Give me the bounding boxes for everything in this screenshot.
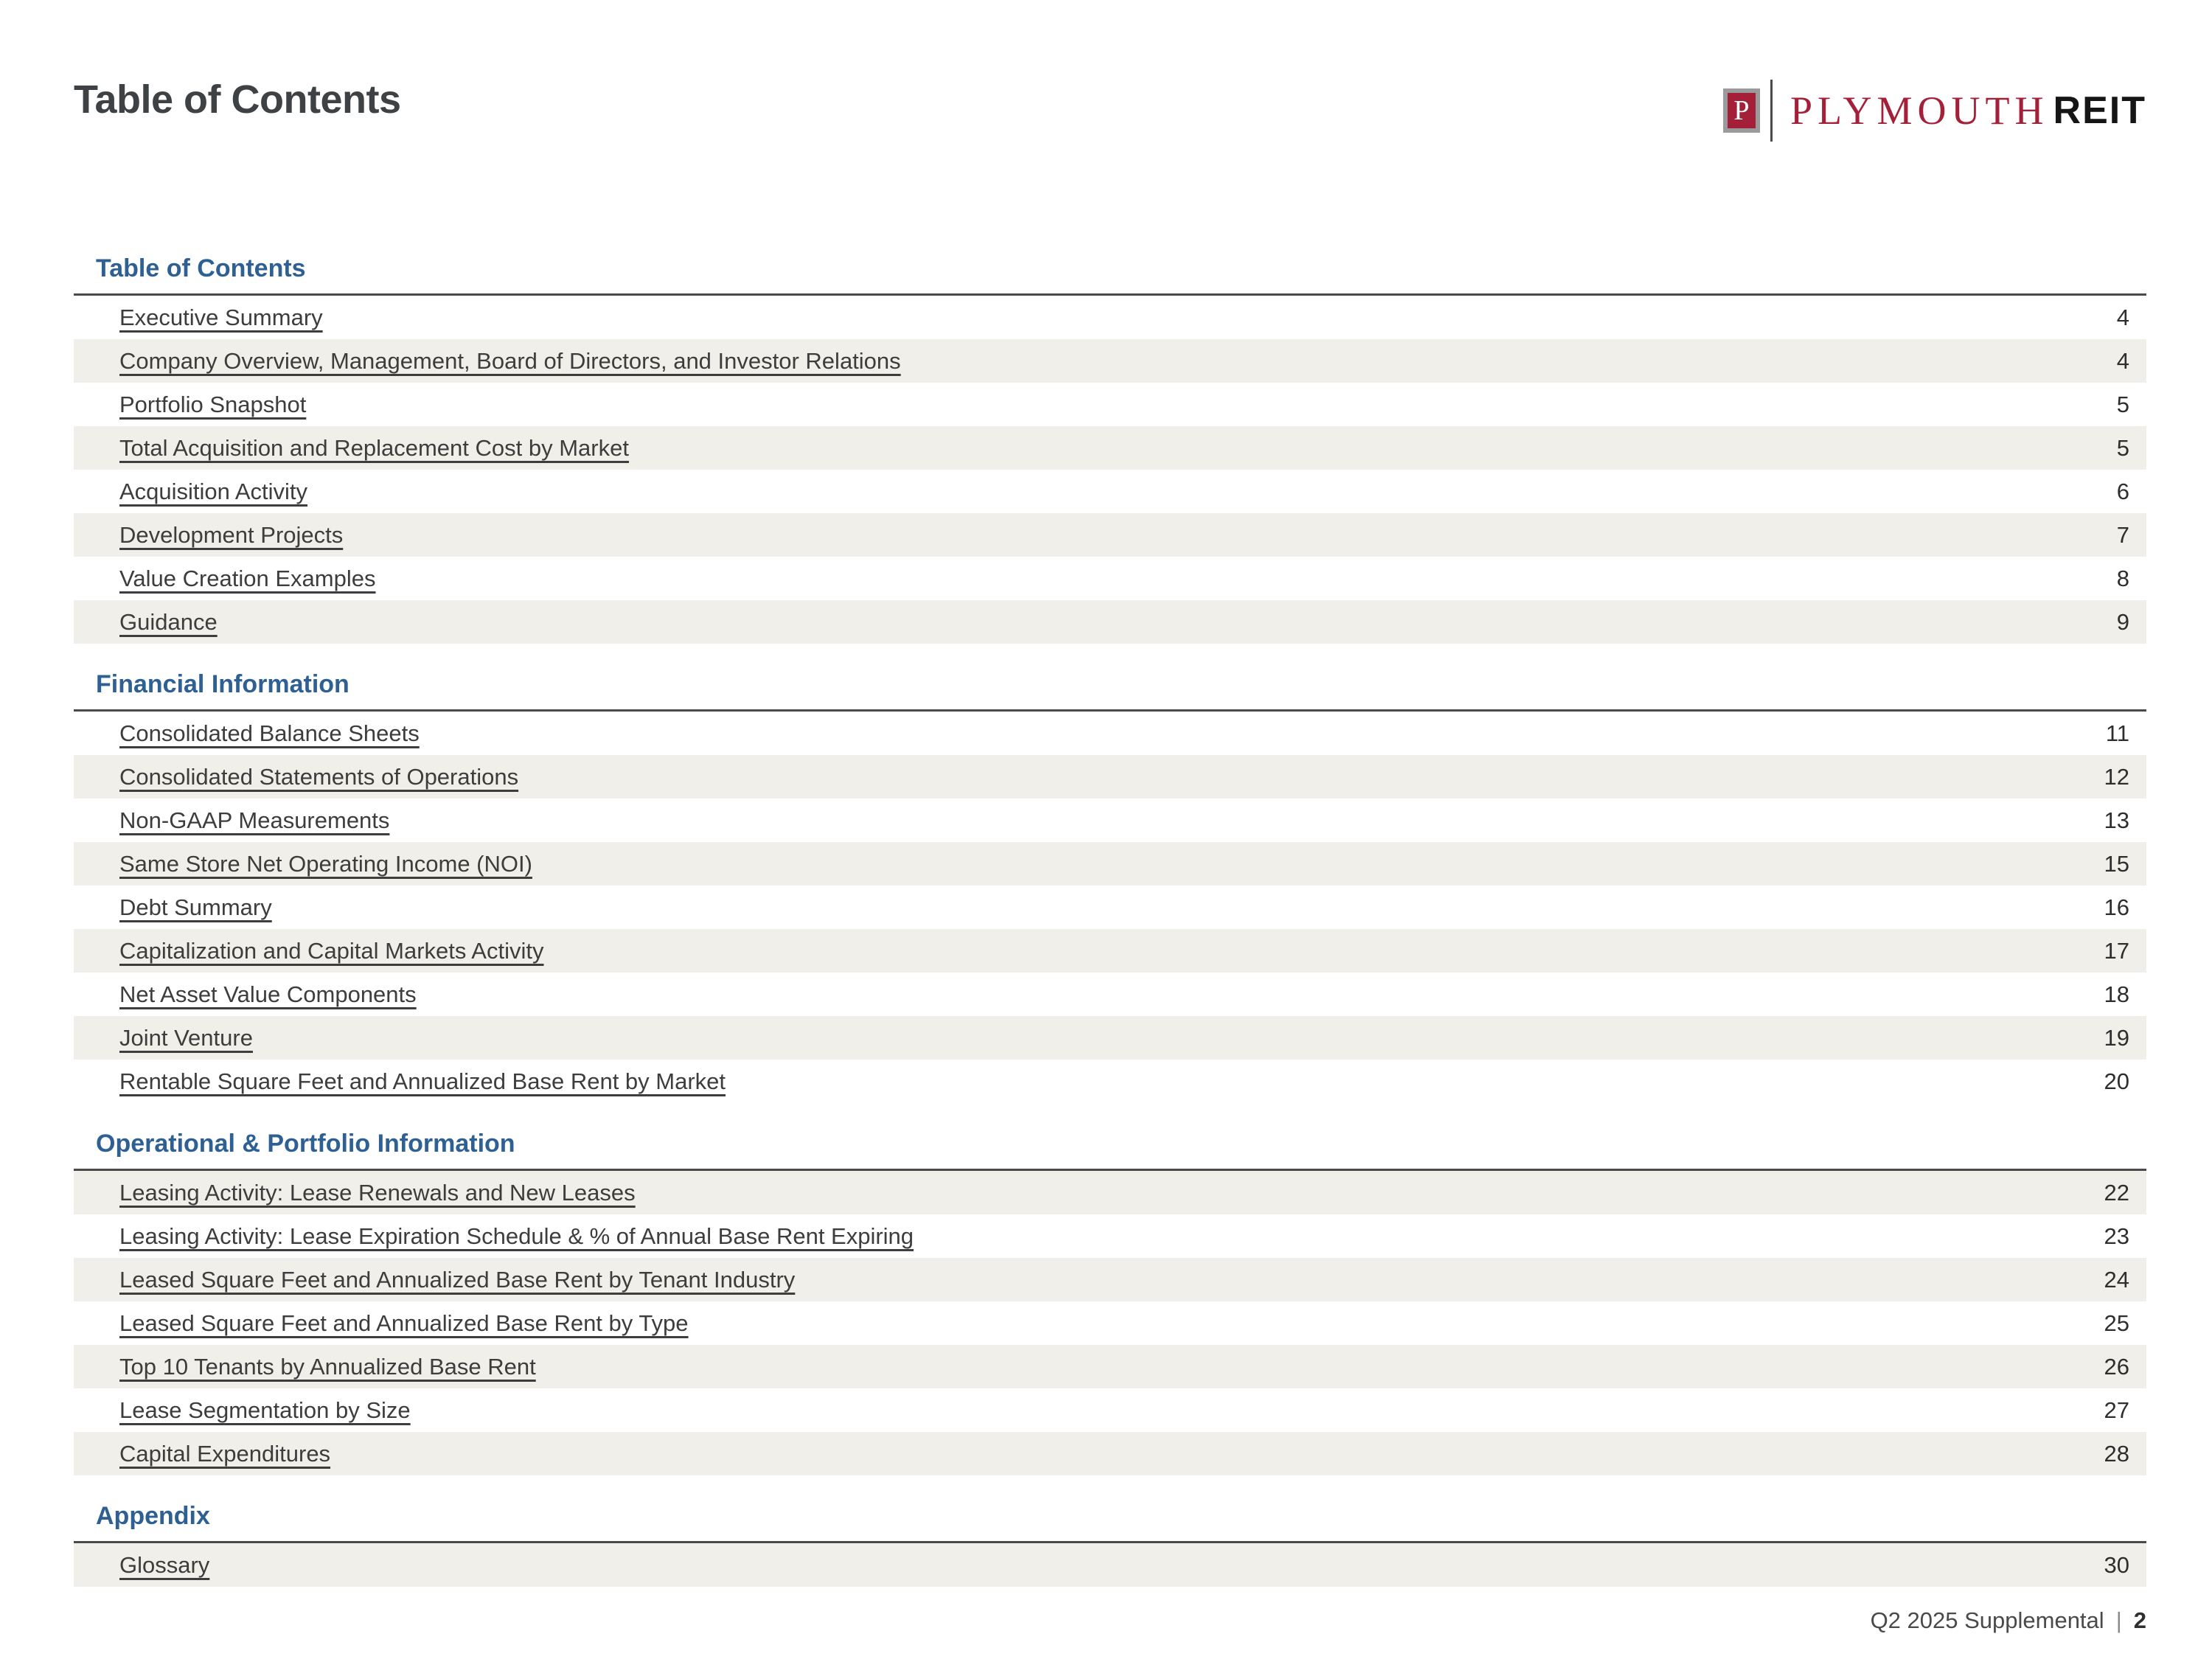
toc-page-number: 22	[2104, 1179, 2129, 1206]
toc-link[interactable]: Capital Expenditures	[119, 1440, 331, 1467]
toc-page-number: 9	[2116, 608, 2129, 635]
toc-page-number: 4	[2116, 304, 2129, 330]
toc-row	[74, 600, 2146, 644]
footer-page-number: 2	[2133, 1607, 2146, 1633]
toc-link[interactable]: Net Asset Value Components	[119, 981, 417, 1007]
toc-row	[74, 842, 2146, 886]
toc-row	[74, 1171, 2146, 1214]
toc-link[interactable]: Development Projects	[119, 521, 344, 548]
toc-row-list	[74, 1543, 2146, 1587]
logo-mark-letter: P	[1733, 95, 1750, 126]
toc-link[interactable]: Leased Square Feet and Annualized Base Rent by Tenant Industry	[119, 1266, 796, 1293]
toc-row-list	[74, 1171, 2146, 1475]
toc-page-number: 19	[2104, 1024, 2129, 1051]
toc-link[interactable]: Leased Square Feet and Annualized Base Rent by Type	[119, 1310, 689, 1336]
toc-row	[74, 1060, 2146, 1103]
toc-page-number: 4	[2116, 347, 2129, 374]
logo-p-mark-icon	[1723, 88, 1760, 133]
toc-link[interactable]: Capitalization and Capital Markets Activity	[119, 937, 544, 964]
toc-section-heading: Operational & Portfolio Information	[96, 1130, 515, 1158]
toc-link[interactable]: Leasing Activity: Lease Renewals and New Leases	[119, 1179, 636, 1206]
toc-page-number: 11	[2105, 720, 2129, 746]
toc-section-heading: Table of Contents	[96, 254, 306, 282]
toc-page-number: 5	[2116, 434, 2129, 461]
toc-page-number: 18	[2104, 981, 2129, 1007]
toc-page-number: 27	[2104, 1397, 2129, 1423]
toc-link[interactable]: Top 10 Tenants by Annualized Base Rent	[119, 1353, 536, 1380]
toc-link[interactable]: Rentable Square Feet and Annualized Base Rent by Market	[119, 1068, 726, 1094]
toc-row	[74, 1258, 2146, 1301]
toc-link[interactable]: Total Acquisition and Replacement Cost by Market	[119, 434, 629, 461]
plymouth-reit-logo	[1723, 80, 2146, 142]
toc-page-number: 15	[2104, 850, 2129, 877]
toc-page-number: 20	[2104, 1068, 2129, 1094]
toc-page-number: 5	[2116, 391, 2129, 417]
toc-page-number: 24	[2104, 1266, 2129, 1293]
toc-row	[74, 929, 2146, 973]
toc-link[interactable]: Lease Segmentation by Size	[119, 1397, 411, 1423]
toc-row	[74, 513, 2146, 557]
toc-row	[74, 383, 2146, 426]
toc-page-number: 8	[2116, 565, 2129, 591]
toc-page-number: 26	[2104, 1353, 2129, 1380]
toc-link[interactable]: Guidance	[119, 608, 218, 635]
toc-row	[74, 339, 2146, 383]
toc-page-number: 25	[2104, 1310, 2129, 1336]
toc-row	[74, 1543, 2146, 1587]
toc-link[interactable]: Value Creation Examples	[119, 565, 376, 591]
table-of-contents	[74, 254, 2146, 1587]
toc-row	[74, 470, 2146, 513]
toc-page-number: 6	[2116, 478, 2129, 504]
toc-link[interactable]: Same Store Net Operating Income (NOI)	[119, 850, 532, 877]
toc-row	[74, 1345, 2146, 1388]
toc-page-number: 28	[2104, 1440, 2129, 1467]
toc-row	[74, 1432, 2146, 1475]
toc-row	[74, 296, 2146, 339]
toc-link[interactable]: Portfolio Snapshot	[119, 391, 307, 417]
toc-page-number: 12	[2104, 763, 2129, 790]
toc-row	[74, 799, 2146, 842]
toc-section-heading: Appendix	[96, 1502, 210, 1530]
logo-suffix: REIT	[2053, 89, 2146, 132]
toc-link[interactable]: Joint Venture	[119, 1024, 253, 1051]
toc-page-number: 23	[2104, 1222, 2129, 1249]
toc-page-number: 13	[2104, 807, 2129, 833]
toc-row	[74, 1388, 2146, 1432]
toc-row-list	[74, 296, 2146, 644]
footer-label: Q2 2025 Supplemental	[1870, 1607, 2104, 1633]
toc-row	[74, 1301, 2146, 1345]
page-header	[74, 0, 2146, 142]
toc-section	[74, 254, 2146, 644]
page-footer	[74, 1607, 2146, 1634]
toc-link[interactable]: Consolidated Statements of Operations	[119, 763, 519, 790]
toc-page-number: 17	[2104, 937, 2129, 964]
toc-link[interactable]: Glossary	[119, 1551, 210, 1578]
footer-separator: |	[2115, 1607, 2122, 1633]
toc-section	[74, 1502, 2146, 1587]
toc-link[interactable]: Non-GAAP Measurements	[119, 807, 390, 833]
toc-link[interactable]: Company Overview, Management, Board of Directors, and Investor Relations	[119, 347, 901, 374]
toc-link[interactable]: Consolidated Balance Sheets	[119, 720, 420, 746]
toc-row	[74, 973, 2146, 1016]
toc-link[interactable]: Acquisition Activity	[119, 478, 307, 504]
toc-row-list	[74, 712, 2146, 1103]
toc-link[interactable]: Leasing Activity: Lease Expiration Schedule & % of Annual Base Rent Expiring	[119, 1222, 914, 1249]
toc-row	[74, 755, 2146, 799]
logo-wordmark: PLYMOUTH	[1790, 88, 2049, 133]
toc-row	[74, 557, 2146, 600]
page-title: Table of Contents	[74, 77, 401, 122]
toc-link[interactable]: Executive Summary	[119, 304, 323, 330]
toc-page-number: 16	[2104, 894, 2129, 920]
toc-section	[74, 670, 2146, 1103]
toc-row	[74, 886, 2146, 929]
toc-section	[74, 1130, 2146, 1475]
toc-page-number: 7	[2116, 521, 2129, 548]
toc-page-number: 30	[2104, 1551, 2129, 1578]
toc-link[interactable]: Debt Summary	[119, 894, 272, 920]
toc-row	[74, 1016, 2146, 1060]
toc-row	[74, 1214, 2146, 1258]
toc-row	[74, 426, 2146, 470]
logo-separator	[1770, 80, 1773, 142]
toc-row	[74, 712, 2146, 755]
toc-section-heading: Financial Information	[96, 670, 349, 698]
